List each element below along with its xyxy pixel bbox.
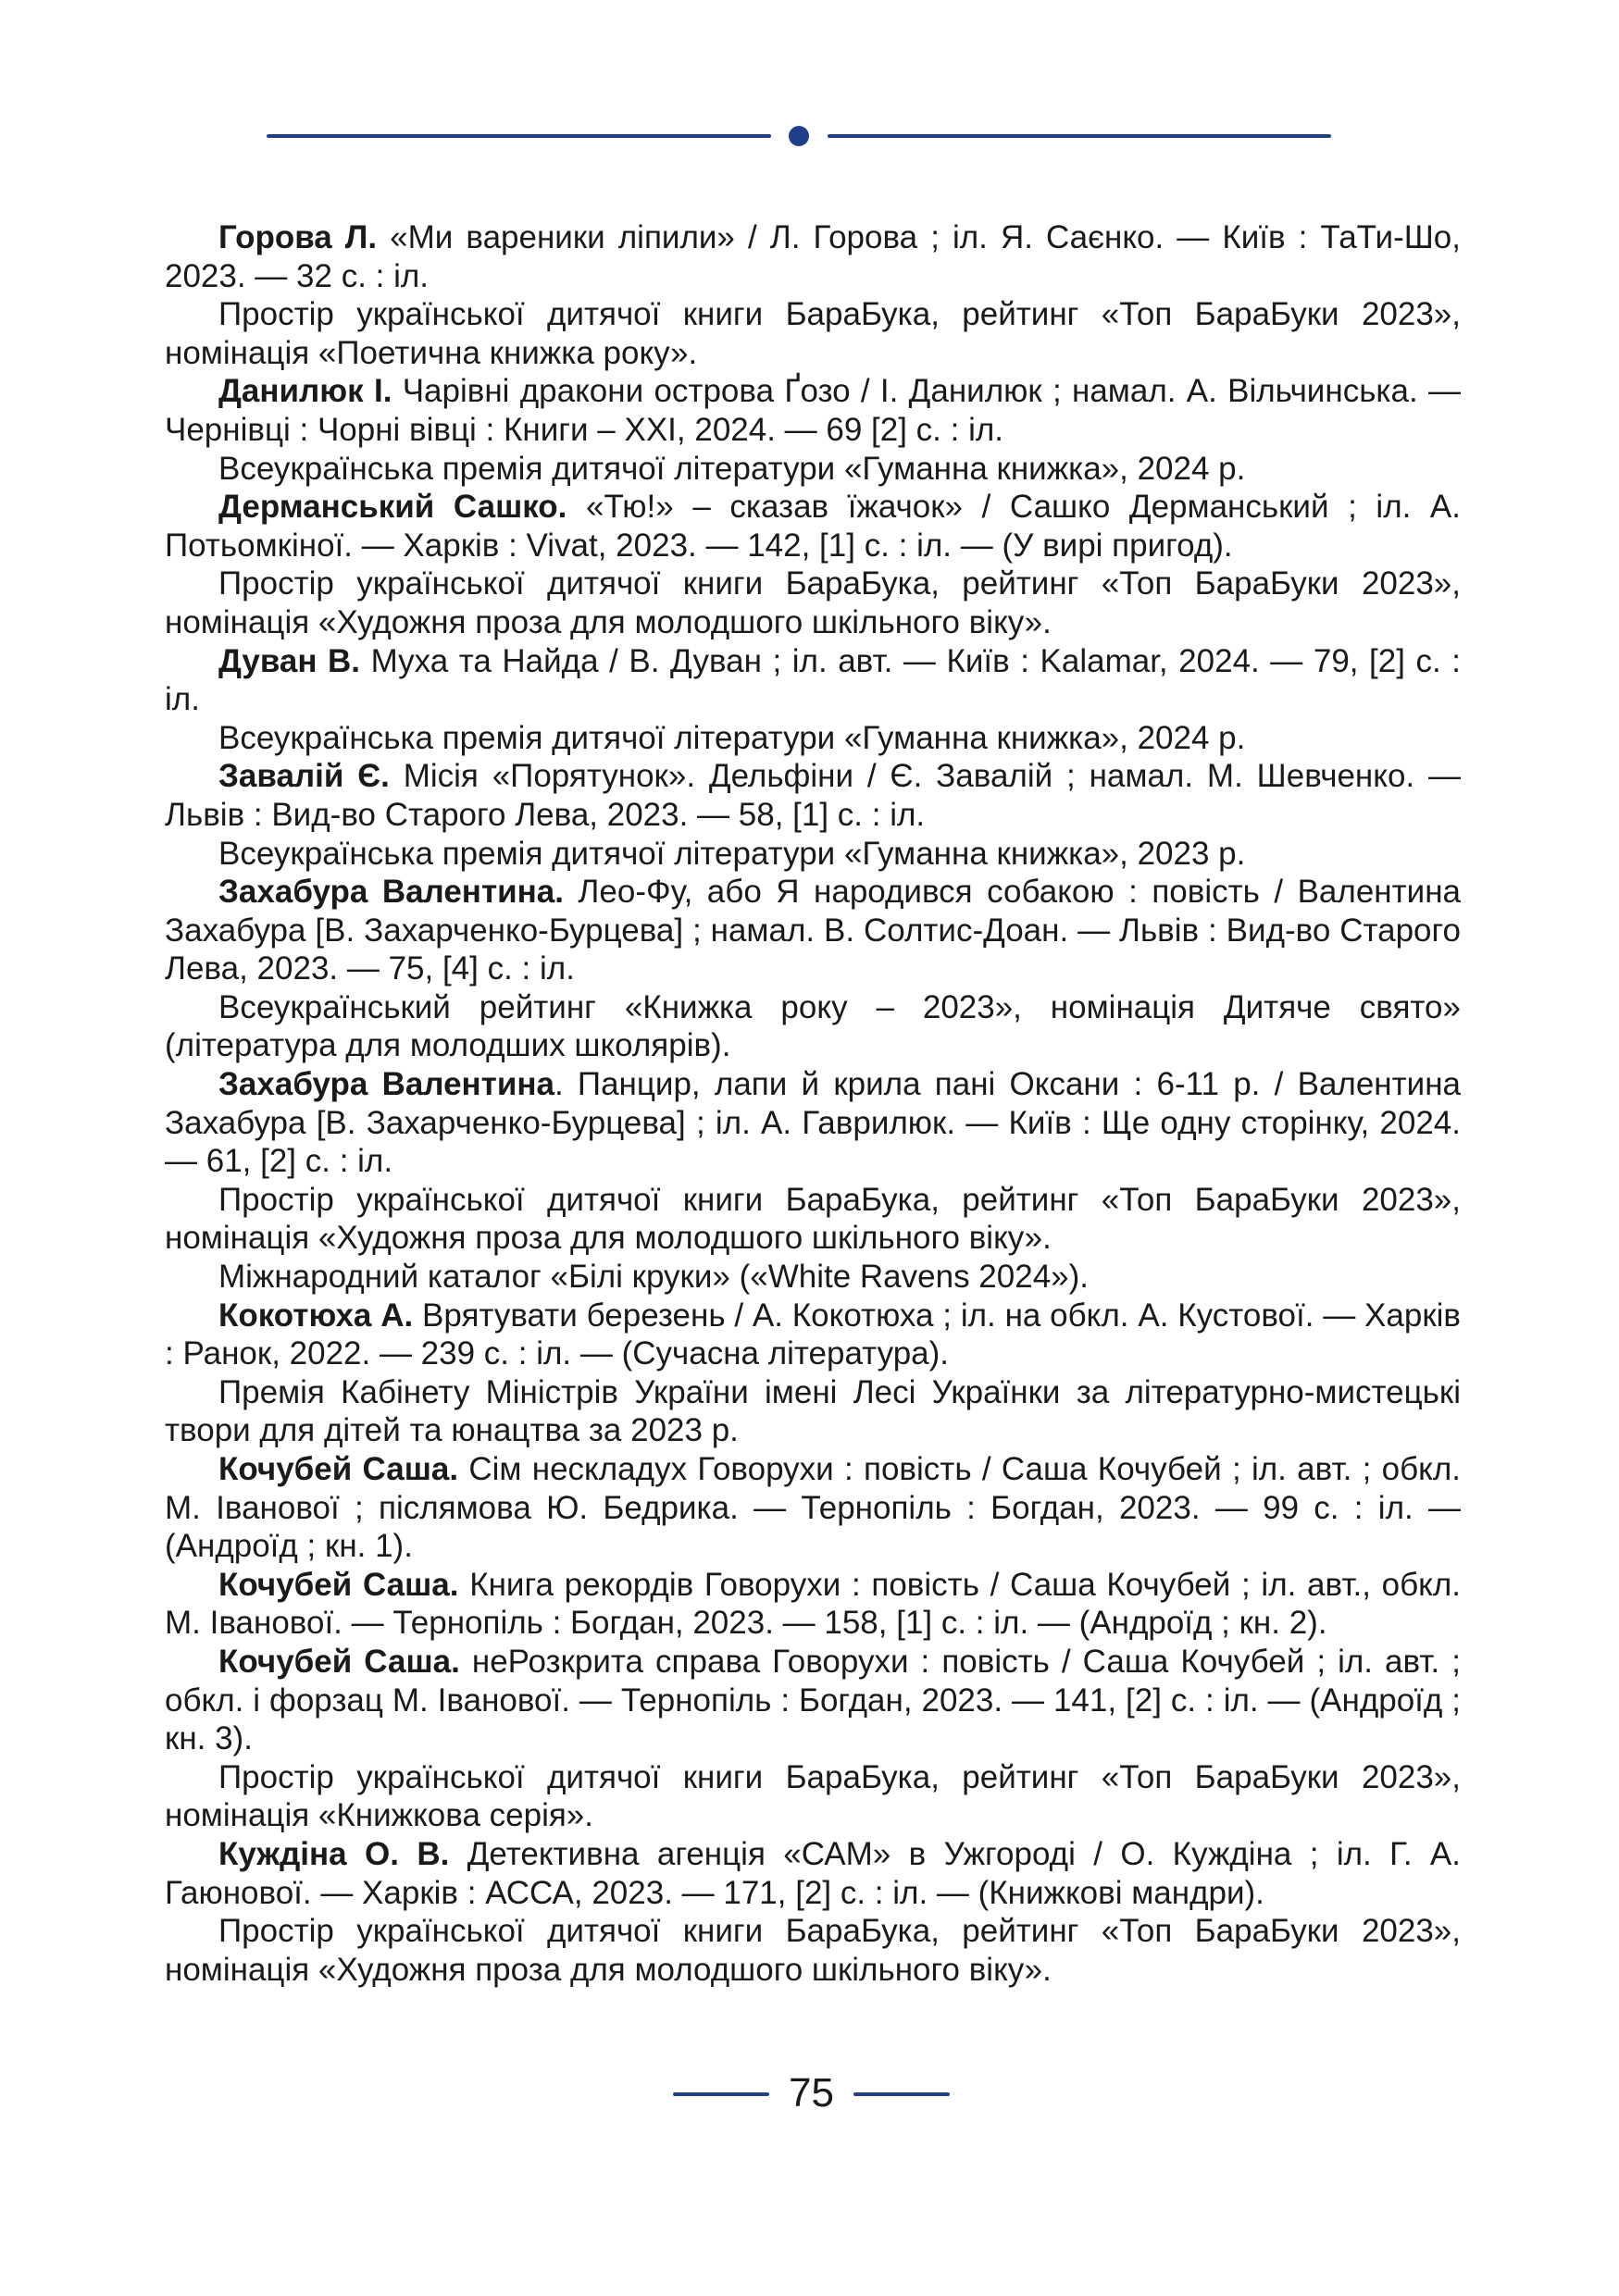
bibliography-entry xyxy=(165,1643,1461,1758)
bibliography-entry xyxy=(165,1566,1461,1643)
page-number: 75 xyxy=(789,2070,834,2116)
header-dot xyxy=(789,126,809,146)
bibliography-entry xyxy=(165,218,1461,295)
entry-award: Всеукраїнська премія дитячої літератури «Гуманна книжка», 2024 р. xyxy=(218,719,1246,756)
entry-author: Кочубей Саша. xyxy=(218,1566,459,1603)
entry-description: Книга рекордів Говорухи : повість / Саша Кочубей ; іл. авт., обкл. М. Іванової. — Тернопіль : Богдан, 2023. — 158, [1] с. : іл. — (Андроїд ; кн. 2). xyxy=(165,1566,1461,1642)
bibliography-entry xyxy=(165,642,1461,719)
entry-award: Премія Кабінету Міністрів України імені Лесі Українки за літературно-мистецькі твори для дітей та юнацтва за 2023 р. xyxy=(165,1373,1461,1449)
entry-description: Муха та Найда / В. Дуван ; іл. авт. — Київ : Kalamar, 2024. — 79, [2] с. : іл. xyxy=(165,642,1461,718)
entry-award: Всеукраїнський рейтинг «Книжка року – 2023», номінація Дитяче свято» (література для молодших школярів). xyxy=(165,988,1461,1064)
entry-author: Кочубей Саша. xyxy=(218,1643,460,1680)
bibliography-list xyxy=(165,218,1461,1989)
bibliography-entry xyxy=(165,1065,1461,1181)
header-rule-right xyxy=(828,134,1331,138)
entry-author: Дерманський Сашко. xyxy=(218,489,567,526)
entry-author: Дуван В. xyxy=(218,642,361,679)
entry-author: Кокотюха А. xyxy=(218,1297,414,1334)
bibliography-entry xyxy=(165,488,1461,565)
footer-rule-left xyxy=(673,2092,769,2096)
bibliography-entry xyxy=(165,873,1461,988)
footer-rule-right xyxy=(853,2092,950,2096)
entry-description: «Тю!» – сказав їжачок» / Сашко Дерманський ; іл. А. Потьомкіної. — Харків : Vivat, 2023. — 142, [1] с. : іл. — (У вирі пригод). xyxy=(165,489,1461,564)
entry-award: Всеукраїнська премія дитячої літератури «Гуманна книжка», 2024 р. xyxy=(218,450,1246,487)
entry-author: Кочубей Саша. xyxy=(218,1451,459,1487)
header-ornament xyxy=(267,126,1331,146)
header-rule-left xyxy=(267,134,771,138)
page-footer xyxy=(0,2066,1619,2121)
entry-description: Врятувати березень / А. Кокотюха ; іл. на обкл. А. Кустової. — Харків : Ранок, 2022. — 239 с. : іл. — (Сучасна література). xyxy=(165,1297,1462,1372)
entry-description: . Панцир, лапи й крила пані Оксани : 6-11 р. / Валентина Захабура [В. Захарченко-Бурцева] ; іл. А. Гаврилюк. — Київ : Ще одну сторінку, 2024. — 61, [2] с. : іл. xyxy=(165,1066,1461,1180)
entry-award: Простір української дитячої книги БараБука, рейтинг «Топ БараБуки 2023», номінація «Художня проза для молодшого шкільного віку». xyxy=(165,1913,1461,1988)
entry-award: Всеукраїнська премія дитячої літератури «Гуманна книжка», 2023 р. xyxy=(218,835,1246,872)
entry-description: Чарівні дракони острова Ґозо / І. Данилюк ; намал. А. Вільчинська. — Чернівці : Чорні вівці : Книги – ХХІ, 2024. — 69 [2] с. : іл. xyxy=(165,373,1461,448)
entry-award: Простір української дитячої книги БараБука, рейтинг «Топ БараБуки 2023», номінація «Книжкова серія». xyxy=(165,1758,1461,1834)
entry-author: Захабура Валентина xyxy=(218,1066,554,1103)
entry-description: Сім нескладух Говорухи : повість / Саша Кочубей ; іл. авт. ; обкл. М. Іванової ; післямова Ю. Бедрика. — Тернопіль : Богдан, 2023. — 99 с. : іл. — (Андроїд ; кн. 1). xyxy=(165,1451,1461,1565)
bibliography-entry xyxy=(165,372,1461,449)
entry-description: Лео-Фу, або Я народився собакою : повість / Валентина Захабура [В. Захарченко-Бурцева] ; намал. В. Солтис-Доан. — Львів : Вид-во Старого Лева, 2023. — 75, [4] с. : іл. xyxy=(165,874,1461,987)
entry-description: неРозкрита справа Говорухи : повість / Саша Кочубей ; іл. авт. ; обкл. і форзац М. Іванової. — Тернопіль : Богдан, 2023. — 141, [2] с. : іл. — (Андроїд ; кн. 3). xyxy=(165,1643,1461,1757)
entry-description: Детективна агенція «САМ» в Ужгороді / О. Куждіна ; іл. Г. А. Гаюнової. — Харків : АССА, 2023. — 171, [2] с. : іл. — (Книжкові мандри). xyxy=(165,1835,1461,1911)
entry-author: Куждіна О. В. xyxy=(218,1835,450,1872)
entry-author: Завалій Є. xyxy=(218,758,390,795)
entry-award: Простір української дитячої книги БараБука, рейтинг «Топ БараБуки 2023», номінація «Художня проза для молодшого шкільного віку». xyxy=(165,1181,1461,1257)
entry-author: Данилюк І. xyxy=(218,373,392,410)
bibliography-entry xyxy=(165,1835,1461,1912)
bibliography-entry xyxy=(165,757,1461,834)
entry-description: «Ми вареники ліпили» / Л. Горова ; іл. Я. Саєнко. — Київ : ТаТи-Шо, 2023. — 32 с. : іл. xyxy=(165,219,1461,294)
entry-award: Простір української дитячої книги БараБука, рейтинг «Топ БараБуки 2023», номінація «Художня проза для молодшого шкільного віку». xyxy=(165,565,1461,640)
entry-author: Захабура Валентина. xyxy=(218,874,564,911)
entry-description: Місія «Порятунок». Дельфіни / Є. Завалій ; намал. М. Шевченко. — Львів : Вид-во Старого Лева, 2023. — 58, [1] с. : іл. xyxy=(165,758,1461,833)
entry-award: Міжнародний каталог «Білі круки» («White Ravens 2024»). xyxy=(218,1259,1090,1296)
bibliography-entry xyxy=(165,1297,1461,1373)
bibliography-entry xyxy=(165,1450,1461,1566)
entry-award: Простір української дитячої книги БараБука, рейтинг «Топ БараБуки 2023», номінація «Поетична книжка року». xyxy=(165,296,1461,371)
entry-author: Горова Л. xyxy=(218,219,378,255)
